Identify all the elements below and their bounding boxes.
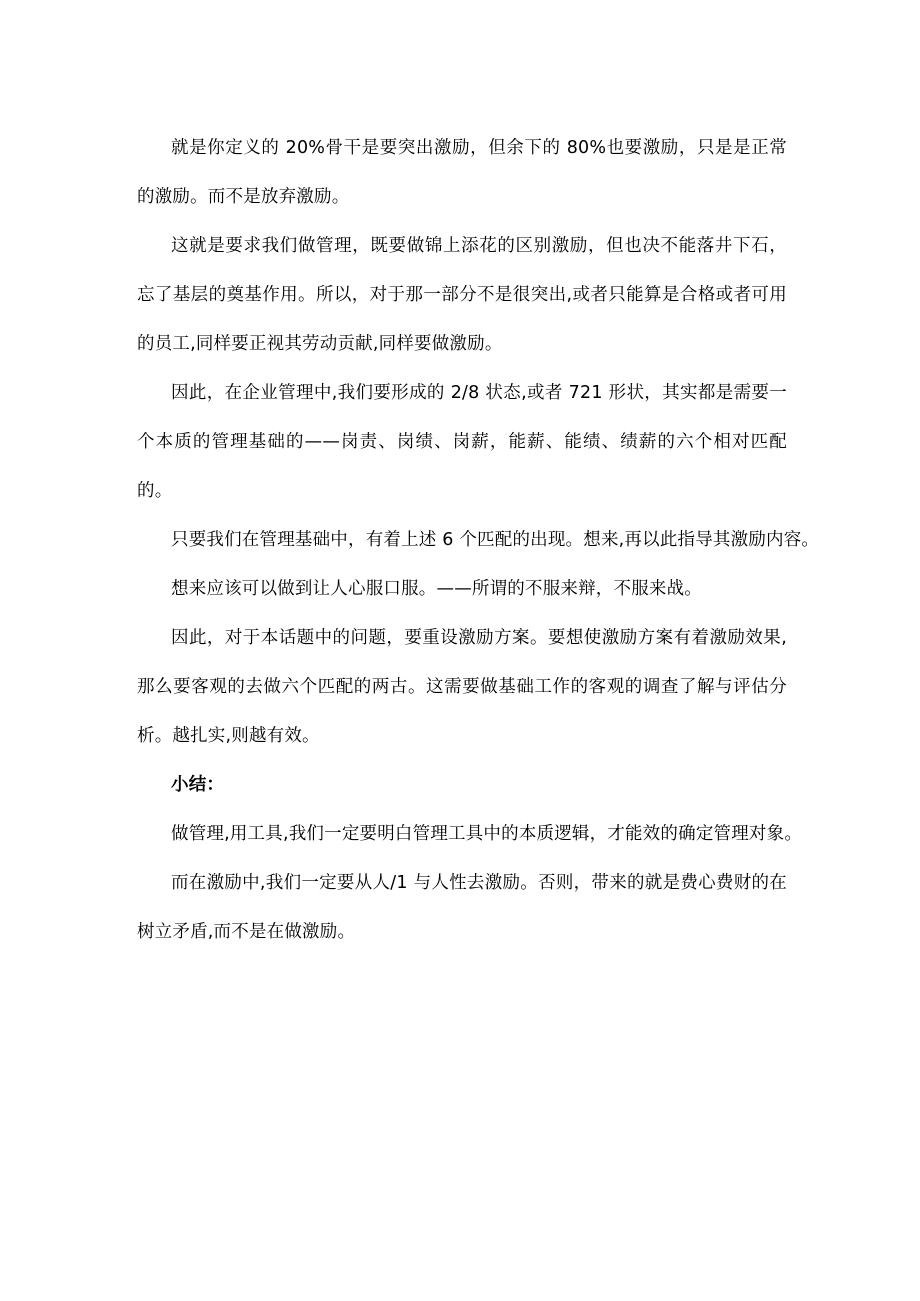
summary-paragraph-2: 而在激励中,我们一定要从人/1 与人性去激励。否则，带来的就是费心费财的在树立矛盾,而不是在做激励。 (137, 873, 787, 942)
paragraph-4: 只要我们在管理基础中，有着上述 6 个匹配的出现。想来,再以此指导其激励内容。 (171, 530, 820, 550)
paragraph-2: 这就是要求我们做管理，既要做锦上添花的区别激励，但也决不能落井下石，忘了基层的奠基作用。所以，对于那一部分不是很突出,或者只能算是合格或者可用的员工,同样要正视其劳动贡献,同样要做激励。 (137, 236, 787, 354)
paragraph-6: 因此，对于本话题中的问题，要重设激励方案。要想使激励方案有着激励效果,那么要客观的去做六个匹配的两古。这需要做基础工作的客观的调查了解与评估分析。越扎实,则越有效。 (137, 628, 787, 746)
document-body (137, 124, 820, 957)
summary-heading: 小结： (171, 775, 225, 795)
paragraph-5: 想来应该可以做到让人心服口服。——所谓的不服来辩，不服来战。 (171, 579, 702, 599)
paragraph-1: 就是你定义的 20%骨干是要突出激励，但余下的 80%也要激励，只是是正常的激励。而不是放弃激励。 (137, 138, 787, 207)
paragraph-3: 因此，在企业管理中,我们要形成的 2/8 状态,或者 721 形状，其实都是需要一个本质的管理基础的——岗责、岗绩、岗薪，能薪、能绩、绩薪的六个相对匹配的。 (137, 383, 787, 501)
summary-paragraph-1: 做管理,用工具,我们一定要明白管理工具中的本质逻辑，才能效的确定管理对象。 (171, 824, 803, 844)
